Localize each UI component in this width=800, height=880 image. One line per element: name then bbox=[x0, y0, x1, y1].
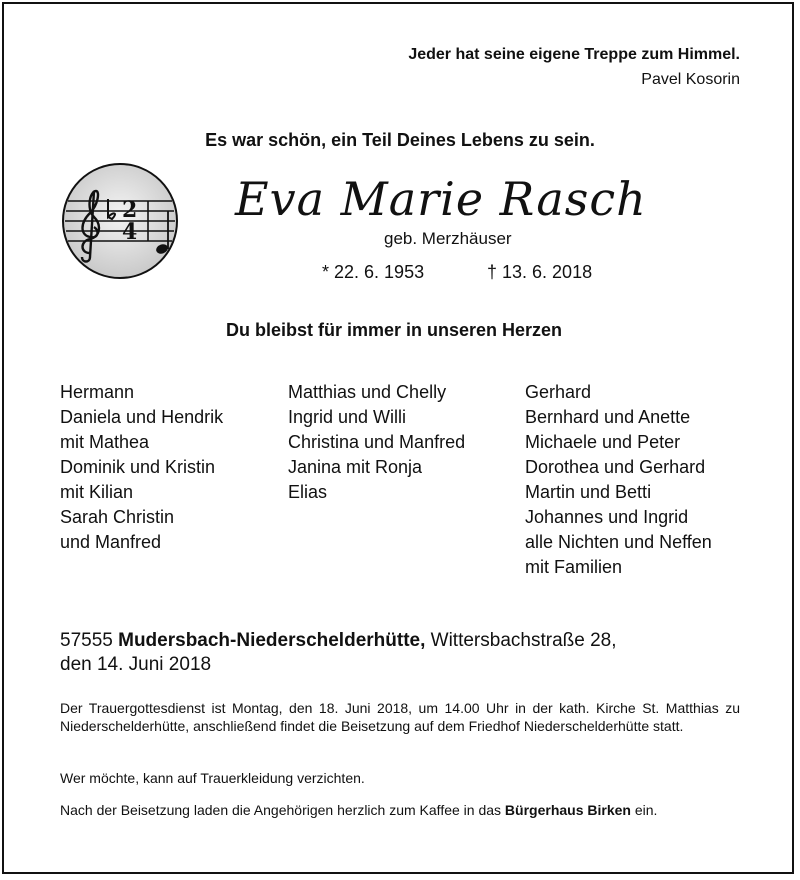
mourner-name: mit Familien bbox=[525, 557, 623, 577]
mourner-name: Michaele und Peter bbox=[525, 432, 681, 452]
mourner-name: Daniela und Hendrik bbox=[60, 407, 224, 427]
mourner-name: Martin und Betti bbox=[525, 482, 652, 502]
birth-date: * 22. 6. 1953 bbox=[322, 262, 425, 282]
mourner-name: Dorothea und Gerhard bbox=[525, 457, 706, 477]
mourner-name: alle Nichten und Neffen bbox=[525, 532, 712, 552]
mourner-name: Hermann bbox=[60, 382, 135, 402]
quote-author: Pavel Kosorin bbox=[641, 71, 740, 88]
mourners-column-2 bbox=[288, 380, 465, 505]
address-zip: 57555 bbox=[60, 630, 113, 651]
heart-line: Du bleibst für immer in unseren Herzen bbox=[225, 320, 563, 340]
address-block bbox=[60, 629, 617, 677]
address-street: Wittersbachstraße 28, bbox=[430, 630, 617, 651]
notice-date: den 14. Juni 2018 bbox=[60, 654, 212, 675]
mourner-name: mit Mathea bbox=[60, 432, 150, 452]
clothing-note: Wer möchte, kann auf Trauerkleidung verzichten. bbox=[60, 770, 365, 786]
time-signature-top: 2 bbox=[122, 197, 138, 223]
mourner-name: mit Kilian bbox=[60, 482, 134, 502]
mourner-name: Elias bbox=[288, 482, 328, 502]
mourners-column-1 bbox=[60, 380, 223, 555]
mourner-name: Christina und Manfred bbox=[288, 432, 466, 452]
mourner-name: Dominik und Kristin bbox=[60, 457, 216, 477]
mourner-name: Janina mit Ronja bbox=[288, 457, 423, 477]
time-signature-bottom: 4 bbox=[122, 219, 138, 245]
mourner-name: Sarah Christin bbox=[60, 507, 175, 527]
invitation-text: Nach der Beisetzung laden die Angehörigen herzlich zum Kaffee in das bbox=[60, 802, 502, 818]
mourner-name: Ingrid und Willi bbox=[288, 407, 407, 427]
invitation-end: ein. bbox=[634, 802, 658, 818]
music-staff-icon bbox=[60, 161, 180, 281]
mourner-name: Johannes und Ingrid bbox=[525, 507, 689, 527]
service-info: Der Trauergottesdienst ist Montag, den 18. Juni 2018, um 14.00 Uhr in der kath. Kirche St. Matthias zu Niederschelderhütte, anschließend findet die Beisetzung auf dem Friedhof Niederschelderhütte statt. bbox=[60, 700, 740, 734]
mourners-column-3 bbox=[525, 380, 712, 580]
mourner-name: Bernhard und Anette bbox=[525, 407, 691, 427]
invitation-place: Bürgerhaus Birken bbox=[504, 802, 631, 818]
mourner-name: Matthias und Chelly bbox=[288, 382, 447, 402]
deceased-name: Eva Marie Rasch bbox=[235, 172, 647, 226]
born-name: geb. Merzhäuser bbox=[384, 229, 512, 248]
mourner-name: Gerhard bbox=[525, 382, 592, 402]
mourner-name: und Manfred bbox=[60, 532, 162, 552]
address-place: Mudersbach-Niederschelderhütte, bbox=[118, 630, 426, 651]
invitation bbox=[60, 801, 740, 819]
quote-text: Jeder hat seine eigene Treppe zum Himmel. bbox=[408, 46, 740, 63]
tagline: Es war schön, ein Teil Deines Lebens zu sein. bbox=[205, 130, 595, 150]
death-date: † 13. 6. 2018 bbox=[487, 262, 593, 282]
